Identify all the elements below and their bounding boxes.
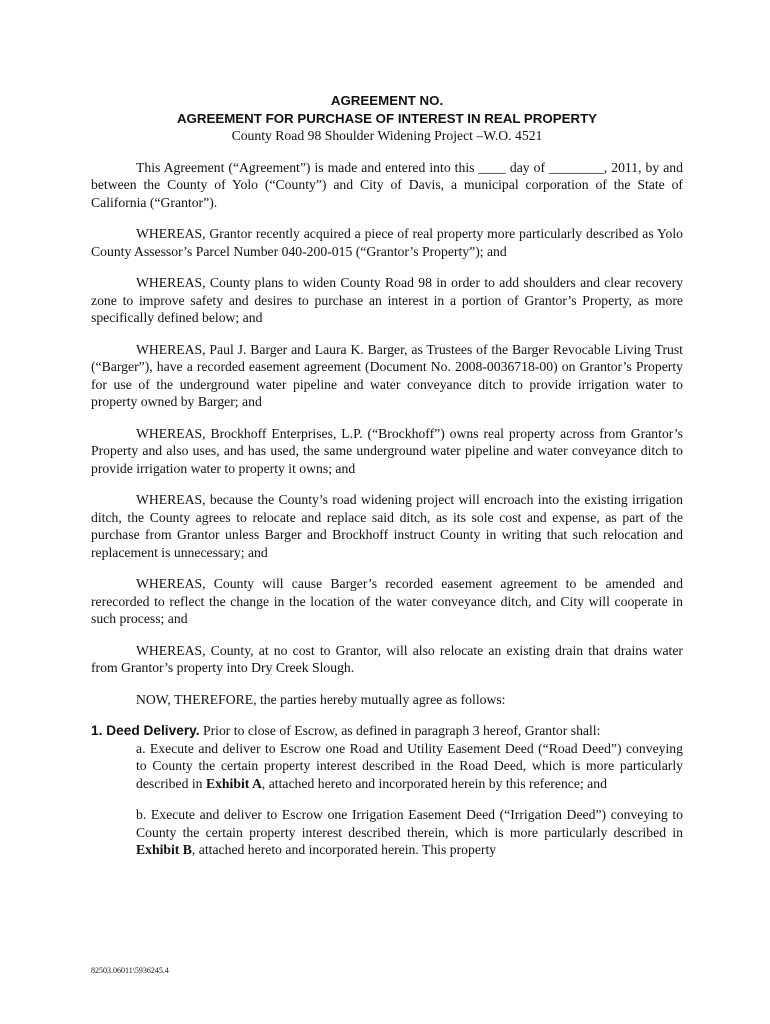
item-b-text: b. Execute and deliver to Escrow one Irrigation Easement Deed (“Irrigation Deed”) conveying to County the certain property interest described therein, which is more particularly described in [136, 807, 683, 840]
agreement-number: AGREEMENT NO. [330, 93, 444, 108]
item-b [136, 806, 683, 859]
section-1 [91, 722, 683, 740]
item-a-text-end: , attached hereto and incorporated herein by this reference; and [261, 775, 607, 791]
item-a [136, 740, 683, 793]
intro-paragraph: This Agreement (“Agreement”) is made and entered into this ____ day of ________, 2011, by and between the County of Yolo (“County”) and City of Davis, a municipal corporation of the State of California (“Grantor”). [91, 159, 683, 210]
document-page [91, 92, 683, 873]
exhibit-b-label: Exhibit B [136, 842, 192, 857]
exhibit-a-label: Exhibit A [205, 775, 262, 791]
whereas-paragraph-3: WHEREAS, Paul J. Barger and Laura K. Barger, as Trustees of the Barger Revocable Living Trust (“Barger”), have a recorded easement agreement (Document No. 2008-0036718-00) on Grantor’s Property for use of the underground water pipeline and water conveyance ditch to provide irrigation water to property owned by Barger; and [91, 341, 683, 409]
whereas-paragraph-7: WHEREAS, County, at no cost to Grantor, will also relocate an existing drain that drains water from Grantor’s property into Dry Creek Slough. [91, 642, 683, 675]
whereas-paragraph-5: WHEREAS, because the County’s road widening project will encroach into the existing irrigation ditch, the County agrees to relocate and replace said ditch, as its sole cost and expense, as part of the purchase from Grantor unless Barger and Brockhoff instruct County in writing that such relocation and replacement is unnecessary; and [91, 492, 683, 560]
footer-document-id: 82503.06011\5936245.4 [91, 966, 169, 975]
document-title: AGREEMENT FOR PURCHASE OF INTEREST IN REAL PROPERTY [176, 110, 598, 126]
section-1-text: Prior to close of Escrow, as defined in paragraph 3 hereof, Grantor shall: [199, 723, 601, 738]
item-a-text: a. Execute and deliver to Escrow one Road and Utility Easement Deed (“Road Deed”) conveying to County the certain property interest described in the Road Deed, which is more particularly described in [136, 740, 683, 791]
now-therefore-paragraph: NOW, THEREFORE, the parties hereby mutually agree as follows: [136, 691, 506, 707]
whereas-paragraph-6: WHEREAS, County will cause Barger’s recorded easement agreement to be amended and rerecorded to reflect the change in the location of the water conveyance ditch, and City will cooperate in such process; and [91, 576, 683, 626]
whereas-paragraph-4: WHEREAS, Brockhoff Enterprises, L.P. (“Brockhoff”) owns real property across from Grantor’s Property and also uses, and has used, the same underground water pipeline and water conveyance ditch to provide irrigation water to property it owns; and [91, 425, 683, 476]
document-subtitle: County Road 98 Shoulder Widening Project –W.O. 4521 [231, 128, 543, 143]
item-b-text-end: , attached hereto and incorporated herein. This property [191, 842, 497, 857]
whereas-paragraph-1: WHEREAS, Grantor recently acquired a piece of real property more particularly described as Yolo County Assessor’s Parcel Number 040-200-015 (“Grantor’s Property”); and [91, 226, 683, 259]
whereas-paragraph-2: WHEREAS, County plans to widen County Road 98 in order to add shoulders and clear recovery zone to improve safety and desires to purchase an interest in a portion of Grantor’s Property, as more specifically defined below; and [91, 275, 683, 325]
section-1-heading: 1. Deed Delivery. [91, 723, 200, 738]
